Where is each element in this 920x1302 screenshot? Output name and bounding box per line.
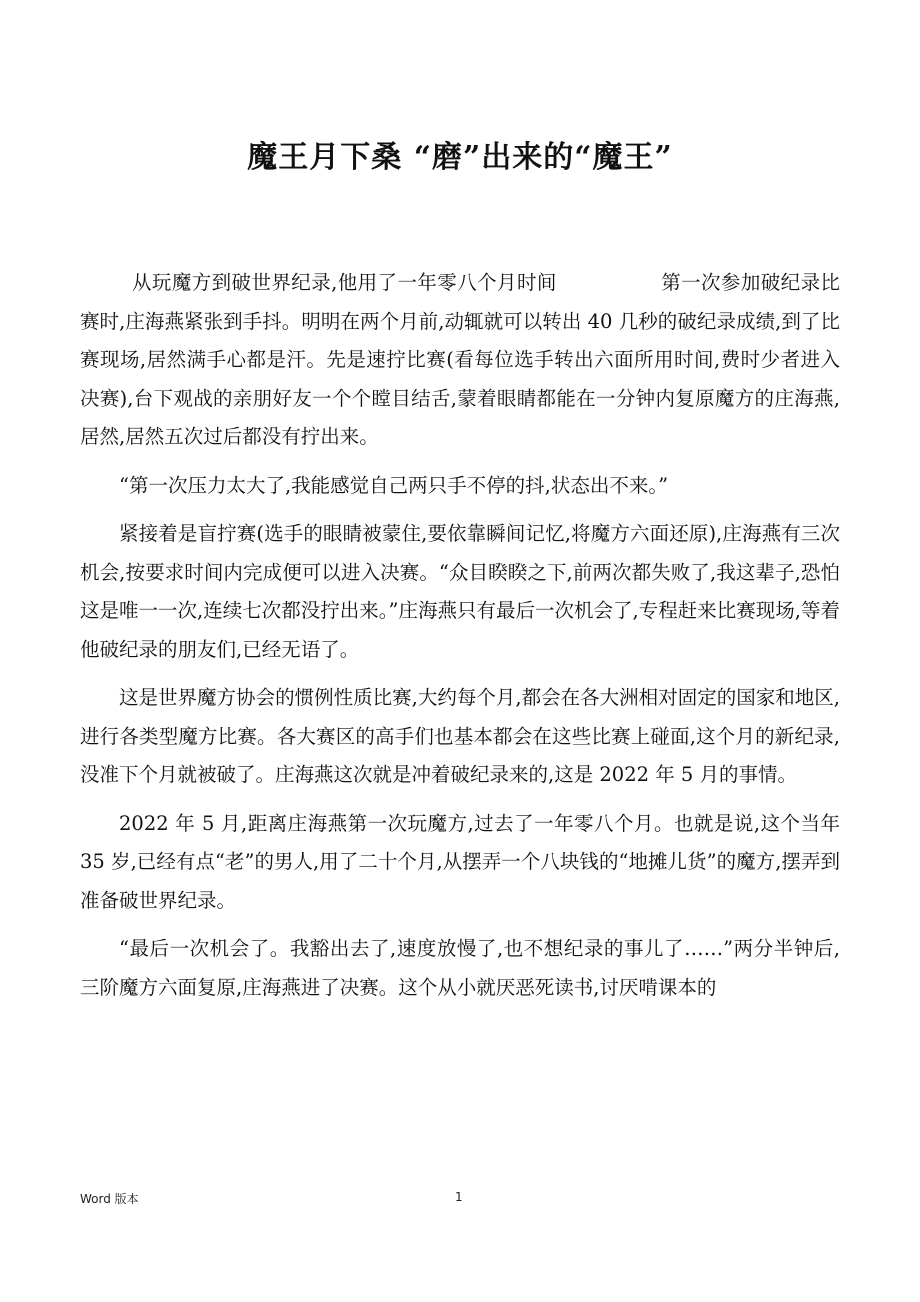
document-title: 魔王月下桑 “磨”出来的“魔王” bbox=[247, 140, 673, 175]
footer-page-number: 1 bbox=[455, 1190, 463, 1204]
paragraph-1-lead: 从玩魔方到破世界纪录,他用了一年零八个月时间 bbox=[132, 271, 557, 294]
document-body bbox=[80, 264, 840, 1017]
paragraph-5: 2022 年 5 月,距离庄海燕第一次玩魔方,过去了一年零八个月。也就是说,这个当年 35 岁,已经有点“老”的男人,用了二十个月,从摆弄一个八块钱的“地摊儿货”的魔方,摆弄到准备破世界纪录。 bbox=[80, 811, 840, 912]
paragraph-2: “第一次压力太大了,我能感觉自己两只手不停的抖,状态出不来。” bbox=[119, 473, 669, 497]
paragraph-1 bbox=[80, 264, 840, 457]
footer-version-label: Word 版本 bbox=[80, 1192, 139, 1206]
paragraph-6: “最后一次机会了。我豁出去了,速度放慢了,也不想纪录的事儿了……”两分半钟后,三阶魔方六面复原,庄海燕进了决赛。这个从小就厌恶死读书,讨厌啃课本的 bbox=[80, 937, 840, 999]
paragraph-3: 紧接着是盲拧赛(选手的眼睛被蒙住,要依靠瞬间记忆,将魔方六面还原),庄海燕有三次机会,按要求时间内完成便可以进入决赛。“众目睽睽之下,前两次都失败了,我这辈子,恐怕这是唯一一次,连续七次都没拧出来。”庄海燕只有最后一次机会了,专程赶来比赛现场,等着他破纪录的朋友们,已经无语了。 bbox=[80, 522, 840, 661]
paragraph-1-text: 第一次参加破纪录比赛时,庄海燕紧张到手抖。明明在两个月前,动辄就可以转出 40 几秒的破纪录成绩,到了比赛现场,居然满手心都是汗。先是速拧比赛(看每位选手转出六面所用时间,费时少者进入决赛),台下观战的亲朋好友一个个瞠目结舌,蒙着眼睛都能在一分钟内复原魔方的庄海燕,居然,居然五次过后都没有拧出来。 bbox=[80, 271, 840, 448]
paragraph-4: 这是世界魔方协会的惯例性质比赛,大约每个月,都会在各大洲相对固定的国家和地区,进行各类型魔方比赛。各大赛区的高手们也基本都会在这些比赛上碰面,这个月的新纪录,没准下个月就被破了。庄海燕这次就是冲着破纪录来的,这是 2022 年 5 月的事情。 bbox=[80, 686, 840, 786]
